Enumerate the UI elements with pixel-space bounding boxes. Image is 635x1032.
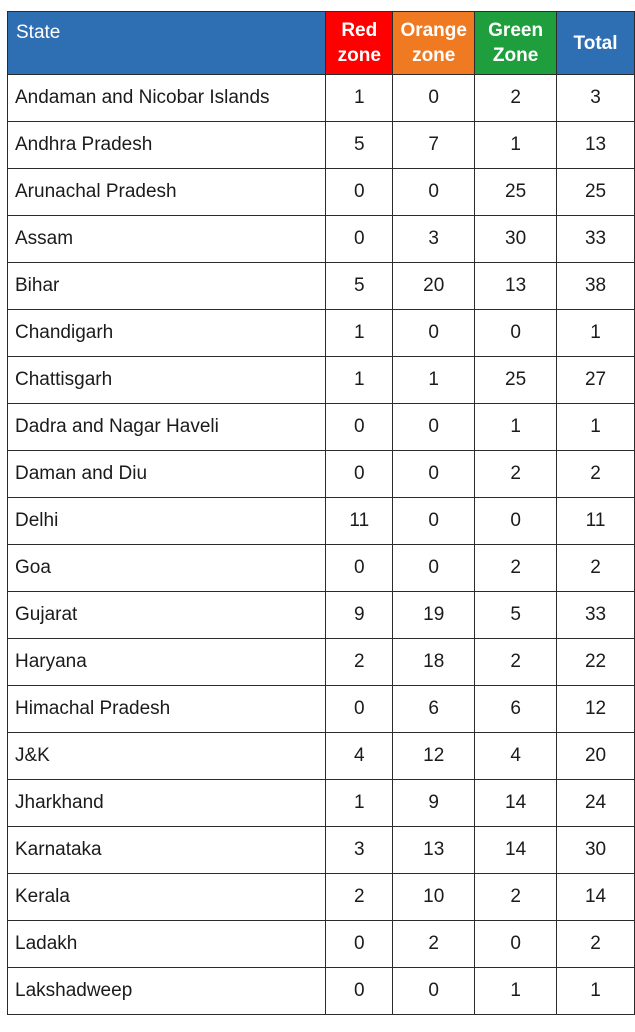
table-row xyxy=(8,263,635,310)
green-zone-cell: 25 xyxy=(475,357,557,404)
state-name-cell: Karnataka xyxy=(8,827,326,874)
table-row xyxy=(8,122,635,169)
orange-zone-cell: 20 xyxy=(393,263,475,310)
orange-zone-cell: 0 xyxy=(393,310,475,357)
red-zone-cell: 1 xyxy=(326,310,393,357)
red-zone-cell: 5 xyxy=(326,122,393,169)
green-zone-cell: 6 xyxy=(475,686,557,733)
red-zone-cell: 0 xyxy=(326,451,393,498)
table-row xyxy=(8,357,635,404)
red-zone-cell: 0 xyxy=(326,404,393,451)
orange-zone-cell: 12 xyxy=(393,733,475,780)
orange-zone-cell: 19 xyxy=(393,592,475,639)
green-zone-cell: 0 xyxy=(475,310,557,357)
green-zone-cell: 2 xyxy=(475,451,557,498)
table-row xyxy=(8,216,635,263)
table-row xyxy=(8,827,635,874)
column-header-state: State xyxy=(8,12,326,75)
total-cell: 38 xyxy=(557,263,635,310)
green-zone-cell: 1 xyxy=(475,122,557,169)
state-name-cell: Goa xyxy=(8,545,326,592)
state-name-cell: Dadra and Nagar Haveli xyxy=(8,404,326,451)
table-row xyxy=(8,639,635,686)
orange-zone-cell: 7 xyxy=(393,122,475,169)
green-zone-cell: 4 xyxy=(475,733,557,780)
orange-zone-cell: 1 xyxy=(393,357,475,404)
state-name-cell: Jharkhand xyxy=(8,780,326,827)
red-zone-cell: 0 xyxy=(326,216,393,263)
table-row xyxy=(8,780,635,827)
red-zone-cell: 5 xyxy=(326,263,393,310)
table-row xyxy=(8,75,635,122)
total-cell: 2 xyxy=(557,921,635,968)
total-cell: 25 xyxy=(557,169,635,216)
state-name-cell: Andaman and Nicobar Islands xyxy=(8,75,326,122)
table-row xyxy=(8,874,635,921)
orange-zone-cell: 0 xyxy=(393,968,475,1015)
total-cell: 27 xyxy=(557,357,635,404)
table-row xyxy=(8,310,635,357)
state-name-cell: Gujarat xyxy=(8,592,326,639)
table-row xyxy=(8,921,635,968)
column-header-red-zone: Red zone xyxy=(326,12,393,75)
red-zone-cell: 3 xyxy=(326,827,393,874)
green-zone-cell: 14 xyxy=(475,780,557,827)
total-cell: 1 xyxy=(557,968,635,1015)
total-cell: 1 xyxy=(557,404,635,451)
total-cell: 22 xyxy=(557,639,635,686)
red-zone-cell: 1 xyxy=(326,75,393,122)
column-header-orange-zone: Orange zone xyxy=(393,12,475,75)
total-cell: 30 xyxy=(557,827,635,874)
red-zone-cell: 1 xyxy=(326,780,393,827)
green-zone-cell: 0 xyxy=(475,498,557,545)
green-zone-cell: 5 xyxy=(475,592,557,639)
red-zone-cell: 4 xyxy=(326,733,393,780)
red-zone-cell: 0 xyxy=(326,169,393,216)
state-name-cell: Assam xyxy=(8,216,326,263)
orange-zone-cell: 0 xyxy=(393,498,475,545)
orange-zone-cell: 0 xyxy=(393,451,475,498)
green-zone-cell: 13 xyxy=(475,263,557,310)
total-cell: 33 xyxy=(557,216,635,263)
green-zone-cell: 1 xyxy=(475,404,557,451)
red-zone-cell: 0 xyxy=(326,686,393,733)
total-cell: 3 xyxy=(557,75,635,122)
total-cell: 20 xyxy=(557,733,635,780)
orange-zone-cell: 18 xyxy=(393,639,475,686)
table-row xyxy=(8,545,635,592)
state-name-cell: J&K xyxy=(8,733,326,780)
table-row xyxy=(8,968,635,1015)
total-cell: 33 xyxy=(557,592,635,639)
orange-zone-cell: 0 xyxy=(393,169,475,216)
state-name-cell: Chattisgarh xyxy=(8,357,326,404)
red-zone-cell: 0 xyxy=(326,545,393,592)
orange-zone-cell: 0 xyxy=(393,545,475,592)
table-row xyxy=(8,404,635,451)
green-zone-cell: 2 xyxy=(475,874,557,921)
total-cell: 14 xyxy=(557,874,635,921)
state-name-cell: Kerala xyxy=(8,874,326,921)
red-zone-cell: 11 xyxy=(326,498,393,545)
table-row xyxy=(8,733,635,780)
total-cell: 13 xyxy=(557,122,635,169)
total-cell: 2 xyxy=(557,451,635,498)
green-zone-cell: 1 xyxy=(475,968,557,1015)
table-row xyxy=(8,169,635,216)
state-name-cell: Arunachal Pradesh xyxy=(8,169,326,216)
table-header xyxy=(8,12,635,75)
orange-zone-cell: 2 xyxy=(393,921,475,968)
zones-table xyxy=(7,11,635,1015)
zones-table-container xyxy=(7,11,635,1015)
total-cell: 2 xyxy=(557,545,635,592)
table-body xyxy=(8,75,635,1015)
green-zone-cell: 2 xyxy=(475,545,557,592)
green-zone-cell: 30 xyxy=(475,216,557,263)
total-cell: 12 xyxy=(557,686,635,733)
total-cell: 24 xyxy=(557,780,635,827)
state-name-cell: Haryana xyxy=(8,639,326,686)
column-header-green-zone: Green Zone xyxy=(475,12,557,75)
red-zone-cell: 2 xyxy=(326,639,393,686)
table-row xyxy=(8,451,635,498)
total-cell: 11 xyxy=(557,498,635,545)
orange-zone-cell: 9 xyxy=(393,780,475,827)
state-name-cell: Bihar xyxy=(8,263,326,310)
green-zone-cell: 2 xyxy=(475,639,557,686)
red-zone-cell: 0 xyxy=(326,968,393,1015)
red-zone-cell: 0 xyxy=(326,921,393,968)
orange-zone-cell: 6 xyxy=(393,686,475,733)
red-zone-cell: 2 xyxy=(326,874,393,921)
green-zone-cell: 2 xyxy=(475,75,557,122)
table-row xyxy=(8,686,635,733)
state-name-cell: Andhra Pradesh xyxy=(8,122,326,169)
green-zone-cell: 0 xyxy=(475,921,557,968)
column-header-total: Total xyxy=(557,12,635,75)
orange-zone-cell: 13 xyxy=(393,827,475,874)
green-zone-cell: 14 xyxy=(475,827,557,874)
header-row xyxy=(8,12,635,75)
orange-zone-cell: 10 xyxy=(393,874,475,921)
orange-zone-cell: 0 xyxy=(393,404,475,451)
table-row xyxy=(8,592,635,639)
state-name-cell: Chandigarh xyxy=(8,310,326,357)
red-zone-cell: 9 xyxy=(326,592,393,639)
state-name-cell: Lakshadweep xyxy=(8,968,326,1015)
orange-zone-cell: 3 xyxy=(393,216,475,263)
table-row xyxy=(8,498,635,545)
red-zone-cell: 1 xyxy=(326,357,393,404)
state-name-cell: Delhi xyxy=(8,498,326,545)
state-name-cell: Ladakh xyxy=(8,921,326,968)
total-cell: 1 xyxy=(557,310,635,357)
state-name-cell: Daman and Diu xyxy=(8,451,326,498)
green-zone-cell: 25 xyxy=(475,169,557,216)
orange-zone-cell: 0 xyxy=(393,75,475,122)
state-name-cell: Himachal Pradesh xyxy=(8,686,326,733)
